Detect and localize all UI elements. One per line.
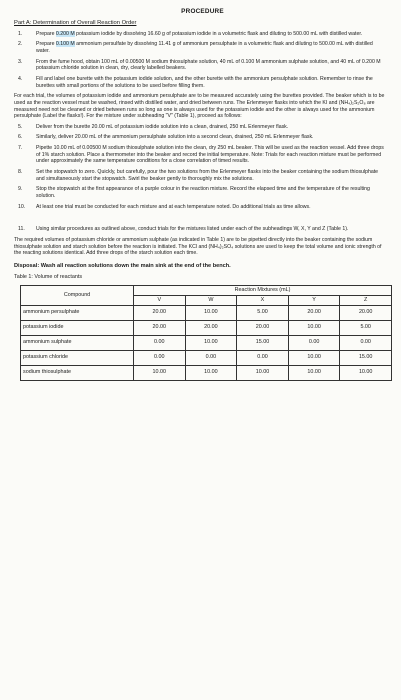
table-row [21, 350, 392, 365]
table-cell: 15.00 [340, 350, 392, 365]
column-header-x: X [237, 295, 289, 305]
table-cell: 10.00 [288, 320, 340, 335]
step-number: 3. [18, 58, 23, 65]
step-item [14, 31, 391, 38]
step-text: At least one trial must be conducted for each mixture and at each temperature noted. Do additional trials as time allows. [36, 203, 311, 210]
step-text: Set the stopwatch to zero. Quickly, but carefully, pour the two solutions from the Erlenmeyer flasks into the beaker containing the sodium thiosulphate and simultaneously start the stopwatch. Swirl the beaker gently to thoroughly mix the solutions. [36, 169, 379, 182]
row-label: potassium chloride [21, 350, 134, 365]
table-cell: 0.00 [134, 350, 186, 365]
table-cell: 0.00 [134, 335, 186, 350]
row-label: sodium thiosulphate [21, 365, 134, 380]
table-cell: 10.00 [134, 365, 186, 380]
table-cell: 20.00 [340, 305, 392, 320]
table-cell: 20.00 [288, 305, 340, 320]
part-heading: Part A: Determination of Overall Reaction Order [14, 20, 137, 27]
step-number: 1. [18, 30, 23, 37]
step-number: 5. [18, 123, 23, 130]
row-label: ammonium persulphate [21, 305, 134, 320]
table-row [21, 305, 392, 320]
step-number: 2. [18, 41, 23, 48]
highlighted-text: 0.100 M [55, 41, 75, 48]
column-header-w: W [185, 295, 237, 305]
step-number: 10. [18, 203, 26, 210]
highlighted-text: 0.200 M [55, 30, 75, 37]
step-number: 7. [18, 145, 23, 152]
step-text: Prepare 0.100 M ammonium persulfate by dissolving 11.41 g of ammonium persulphate in a volumetric flask and diluting to 500.00 mL with distilled water. [36, 41, 373, 54]
disposal-note: Disposal: Wash all reaction solutions down the main sink at the end of the bench. [14, 263, 231, 269]
step-number: 4. [18, 75, 23, 82]
step-number: 9. [18, 186, 23, 193]
table-cell: 20.00 [134, 320, 186, 335]
step-text: Deliver from the burette 20.00 mL of potassium iodide solution into a clean, drained, 250 mL Erlenmeyer flask. [36, 123, 289, 130]
step-item [14, 204, 391, 211]
table-cell: 10.00 [185, 305, 237, 320]
table-caption: Table 1: Volume of reactants [14, 274, 83, 281]
row-label: ammonium sulphate [21, 335, 134, 350]
page-gap [14, 214, 391, 226]
column-header-v: V [134, 295, 186, 305]
step-number: 11. [18, 226, 25, 233]
step-item [14, 169, 391, 182]
mixtures-header: Reaction Mixtures (mL) [134, 286, 392, 296]
table-row [21, 320, 392, 335]
table-cell: 10.00 [288, 365, 340, 380]
table-cell: 0.00 [237, 350, 289, 365]
table-cell: 5.00 [340, 320, 392, 335]
table-cell: 10.00 [340, 365, 392, 380]
table-cell: 20.00 [134, 305, 186, 320]
table-cell: 10.00 [237, 365, 289, 380]
procedure-paragraph: For each trial, the volumes of potassium iodide and ammonium persulphate are to be measured accurately using the burettes provided. The beaker which is to be used as the reaction vessel must be washed, rinsed with distilled water, and dried between runs. The Erlenmeyer flasks into which the KI and (NH₄)₂S₂O₈ are measured need not be cleaned or dried between runs so long as one is always used for the potassium iodide and the other is always used for the ammonium persulphate (Label the flasks!). For the mixture under subheading "V" (Table 1), proceed as follows: [14, 93, 385, 120]
step-text: Stop the stopwatch at the first appearance of a purple colour in the reaction mixture. Record the elapsed time and the temperature of the resulting solution. [36, 186, 370, 200]
step-item [14, 186, 391, 199]
table-row [21, 365, 392, 380]
step-number: 8. [18, 169, 23, 176]
table-row [21, 335, 392, 350]
step-text: Fill and label one burette with the potassium iodide solution, and the other burette with the ammonium persulphate solution. Remember to rinse the burettes with small portions of the solutions to be used before filling them. [36, 75, 373, 89]
step-number: 6. [18, 134, 23, 141]
step-text: Using similar procedures as outlined above, conduct trials for the mixtures listed under each of the subheadings W, X, Y and Z (Table 1). [36, 226, 349, 233]
step-item [14, 134, 391, 141]
step-item [14, 41, 391, 54]
table-cell: 0.00 [185, 350, 237, 365]
reactant-volume-table [20, 285, 392, 381]
steps-part-a [14, 31, 391, 90]
step-item [14, 226, 391, 233]
row-label: potassium iodide [21, 320, 134, 335]
procedure-paragraph: The required volumes of potassium chloride or ammonium sulphate (as indicated in Table 1) are to be pipetted directly into the beaker containing the sodium thiosulphate solution and starch solution before the reaction is initiated. The KCl and (NH₄)₂SO₄ solutions are used to keep the total volume and ionic strength of the reacting solutions identical. Add three drops of the starch solution each time. [14, 237, 382, 257]
step-item [14, 124, 391, 131]
step-text: Pipette 10.00 mL of 0.00500 M sodium thiosulphate solution into the clean, dry 250 mL beaker. This will be used as the reaction vessel. Add three drops of 1% starch solution. Place a thermometer into the beaker and record the initial temperature. Note: Trials for each reaction mixture must be performed under approximately the same temperature conditions for a close correlation of timed results. [36, 145, 384, 165]
step-item [14, 145, 391, 165]
table-cell: 0.00 [340, 335, 392, 350]
steps-part-b [14, 124, 391, 211]
table-cell: 10.00 [185, 335, 237, 350]
compound-header: Compound [21, 286, 134, 306]
step-text: Similarly, deliver 20.00 mL of the ammonium persulphate solution into a second clean, drained, 250 mL Erlenmeyer flask. [36, 134, 314, 141]
page-title: PROCEDURE [181, 8, 224, 15]
table-cell: 5.00 [237, 305, 289, 320]
step-item [14, 59, 391, 72]
step-text: From the fume hood, obtain 100 mL of 0.00500 M sodium thiosulphate solution, 40 mL of 0.100 M ammonium sulphate solution, and 40 mL of 0.200 M potassium chloride solution in clean, dry, clearly labelled beakers. [36, 58, 381, 72]
table-cell: 20.00 [185, 320, 237, 335]
column-header-z: Z [340, 295, 392, 305]
step-text: Prepare 0.200 M potassium iodide by dissolving 16.60 g of potassium iodide in a volumetric flask and diluting to 500.00 mL with distilled water. [36, 30, 363, 37]
table-cell: 0.00 [288, 335, 340, 350]
table-cell: 15.00 [237, 335, 289, 350]
table-cell: 10.00 [185, 365, 237, 380]
step-item [14, 76, 391, 89]
column-header-y: Y [288, 295, 340, 305]
table-cell: 10.00 [288, 350, 340, 365]
table-cell: 20.00 [237, 320, 289, 335]
